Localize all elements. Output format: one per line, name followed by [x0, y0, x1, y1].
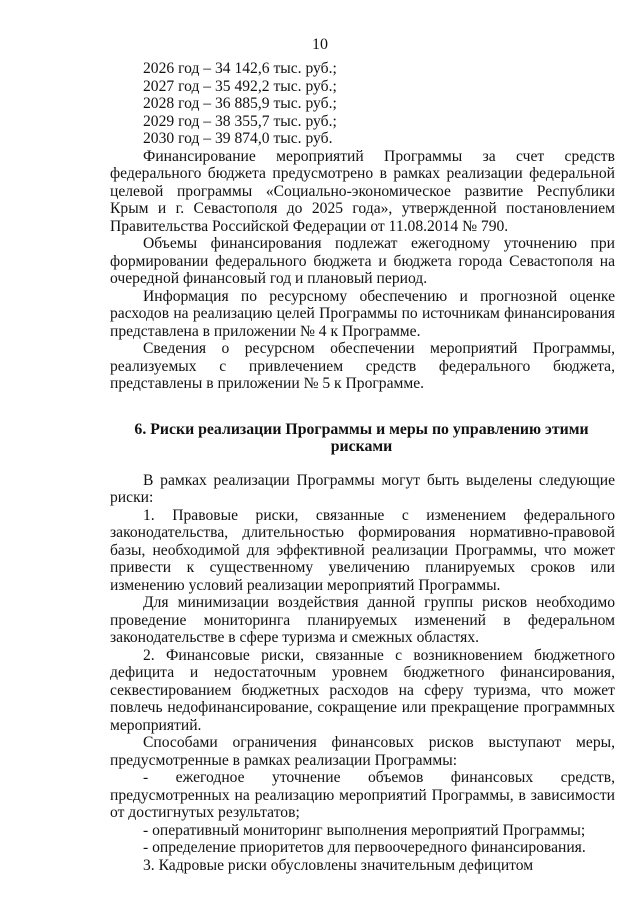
section-heading: 6. Риски реализации Программы и меры по управлению этими рисками — [134, 420, 589, 455]
paragraph-financial-mitigation: Способами ограничения финансовых рисков выступают меры, предусмотренные в рамках реализации Программы: — [110, 734, 615, 769]
paragraph-resource-info: Информация по ресурсному обеспечению и прогнозной оценке расходов на реализацию целей Программы по источникам финансирования представлена в приложении № 4 к Программе. — [110, 287, 615, 340]
paragraph-legal-risks: 1. Правовые риски, связанные с изменением федерального законодательства, длительностью формирования нормативно-правовой базы, необходимой для эффективной реализации Программы, что может привести к существенному увеличению планируемых сроков или изменению условий реализации мероприятий Программы. — [110, 506, 615, 594]
year-line: 2028 год – 36 885,9 тыс. руб.; — [143, 95, 337, 112]
year-line: 2026 год – 34 142,6 тыс. руб.; — [143, 60, 337, 77]
year-line: 2029 год – 38 355,7 тыс. руб.; — [143, 112, 337, 130]
list-item: - оперативный мониторинг выполнения мероприятий Программы; — [143, 821, 586, 839]
paragraph-resource-details: Сведения о ресурсном обеспечении мероприятий Программы, реализуемых с привлечением средств федерального бюджета, представлены в приложении № 5 к Программе. — [110, 340, 615, 392]
paragraph-financial-risks: 2. Финансовые риски, связанные с возникновением бюджетного дефицита и недостаточным уровнем бюджетного финансирования, секвестированием бюджетных расходов на сферу туризма, что может повлечь недофинансирование, сокращение или прекращение программных мероприятий. — [110, 646, 615, 734]
paragraph-personnel-risks: 3. Кадровые риски обусловлены значительным дефицитом — [143, 856, 534, 874]
document-body — [110, 60, 615, 874]
year-line: 2027 год – 35 492,2 тыс. руб.; — [143, 77, 337, 95]
list-item: - определение приоритетов для первоочередного финансирования. — [143, 839, 586, 856]
year-line: 2030 год – 39 874,0 тыс. руб. — [143, 130, 333, 147]
paragraph-legal-mitigation: Для минимизации воздействия данной группы рисков необходимо проведение мониторинга планируемых изменений в федеральном законодательстве в сфере туризма и смежных областях. — [110, 594, 615, 646]
paragraph-funding-volumes: Объемы финансирования подлежат ежегодному уточнению при формировании федерального бюджета и бюджета города Севастополя на очередной финансовый год и плановый период. — [110, 235, 615, 287]
page-number: 10 — [312, 36, 328, 53]
paragraph-federal-funding: Финансирование мероприятий Программы за счет средств федерального бюджета предусмотрено в рамках реализации федеральной целевой программы «Социально-экономическое развитие Республики Крым и г. Севастополя до 2025 года», утвержденной постановлением Правительства Российской Федерации от 11.08.2014 № 790. — [110, 147, 615, 235]
list-item: - ежегодное уточнение объемов финансовых средств, предусмотренных на реализацию мероприятий Программы, в зависимости от достигнутых результатов; — [110, 769, 615, 821]
paragraph-risks-intro: В рамках реализации Программы могут быть выделены следующие риски: — [110, 471, 615, 506]
